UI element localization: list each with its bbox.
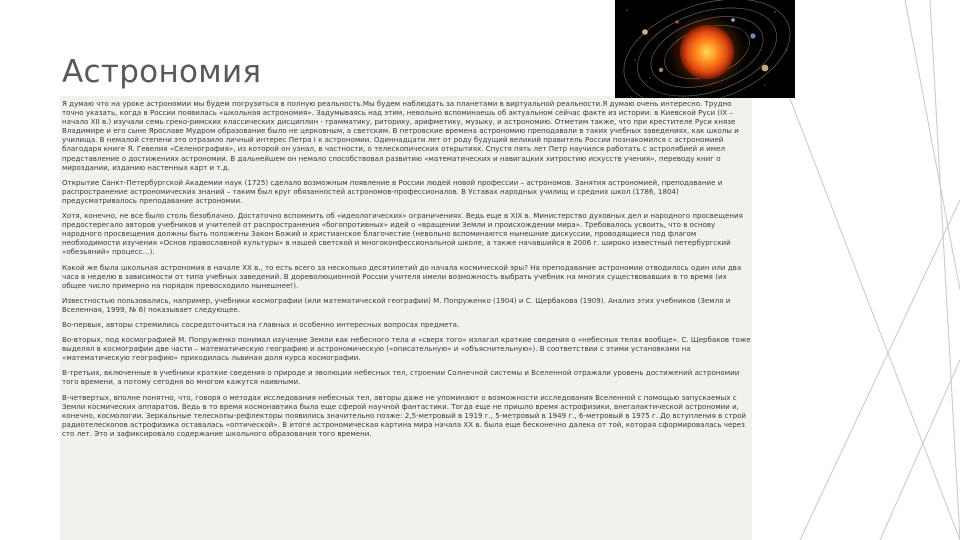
slide-title: Астрономия	[62, 54, 262, 90]
paragraph: Во-вторых, под космографией М. Попруженко понимал изучение Земли как небесного тела и «сверх того» излагал краткие сведения о «небесных телах вообще». С. Щербаков тоже выделял в космографии две части – математическую географию и астрономическую («описательную» и «объяснительную»). В соответствии с этими установками на «математическую географию» приходилась львиная доля курса космографии.	[62, 335, 751, 363]
paragraph: В-третьих, включенные в учебники краткие сведения о природе и эволюции небесных тел, строении Солнечной системы и Вселенной отражали уровень достижений астрономии того времени, а потому сегодня во многом кажутся наивными.	[62, 368, 740, 387]
paragraph: В-четвертых, вполне понятно, что, говоря о методах исследования небесных тел, авторы даже не упоминают о возможности исследования Вселенной с помощью запускаемых с Земли космических аппаратов. Ведь в то время космонавтика была еще сферой научной фантастики. Тогда еще не пришло время астрофизики, внегалактической астрономии и, конечно, космологии. Зеркальные телескопы-рефлекторы появились значительно позже: 2,5-метровый в 1919 г., 5-метровый в 1949 г., 6-метровый в 1975 г. До вступления в строй радиотелескопов астрофизика оставалась «оптической». В итоге астрономическая картина мира начала XX в. была еще бесконечно далека от той, которая сформировалась через сто лет. Это и зафиксировало содержание школьного образования того времени.	[62, 392, 747, 438]
paragraph: Какой же была школьная астрономия в начале XX в., то есть всего за несколько десятилетий до начала космической эры? На преподавание астрономии отводилось один или два часа в неделю в зависимости от типа учебных заведений. В дореволюционной России учителя имели возможность выбрать учебник на многих существовавших в то время (их общее число примерно на порядок превосходило нынешнее!).	[62, 262, 742, 290]
paragraph: Я думаю что на уроке астрономии мы будем погрузиться в полную реальность.Мы будем наблюдать за планетами в виртуальной реальности.Я думаю очень интересно. Трудно точно указать, когда в России появилась «школьная астрономия». Задумываясь над этим, невольно вспоминаешь об актуальном сейчас факте из истории: в Киевской Руси (IX – начало XII в.) изучали семь греко-римских классических дисциплин - грамматику, риторику, арифметику, музыку, и астрономию. Отметим также, что при крестителе Руси князе Владимире и его сыне Ярославе Мудром образование было не церковным, а светским. В петровские времена астрономию преподавали в таких учебных заведениях, как школы и училища. В немалой степени это отразило личный интерес Петра I к астрономии. Одиннадцати лет от роду будущий великий правитель России познакомился с астрономией благодаря книге Я. Гевелия «Селенография», из которой он узнал, в частности, о телескопических открытиях. Спустя пять лет Петр научился работать с астролябией и имел представление о достижениях астрономии. В дальнейшем он немало способствовал развитию «математических и навигацких хитростию искусств учения», переводу книг о мироздании, изданию настенных карт и т.д.	[62, 99, 739, 172]
solar-system-image	[615, 0, 795, 98]
paragraph: Хотя, конечно, не все было столь безоблачно. Достаточно вспомнить об «идеологических» ограничениях. Ведь еще в XIX в. Министерство духовных дел и народного просвещения предостерегало авторов учебников и учителей от распространения «богопротивных» идей о «вращении Земли и происхождении мира». Требовалось усвоить, что в основу народного просвещения должны быть положены Закон Божий и христианское благочестие (невольно вспоминаются нынешние дискуссии, проводящиеся под флагом необходимости изучения «Основ православной культуры» в нашей светской и многоконфессиональной школе, а также начавшийся в 2006 г. широко известный петербургский «обезьяний» процесс…).	[62, 211, 743, 257]
slide-body	[62, 99, 752, 444]
paragraph: Во-первых, авторы стремились сосредоточиться на главных и особенно интересных вопросах предмета.	[62, 319, 460, 329]
paragraph: Известностью пользовались, например, учебники космографии (или математической географии) М. Попруженко (1904) и С. Щербакова (1909). Анализ этих учебников (Земля и Вселенная, 1999, № 6) показывает следующее.	[62, 295, 731, 314]
paragraph: Открытие Санкт-Петербургской Академии наук (1725) сделало возможным появление в России людей новой профессии – астрономов. Занятия астрономией, преподавание и распространение астрономических знаний – таким был круг обязанностей астрономов-профессионалов. В Уставах народных училищ и средних школ (1786, 1804) предусматривалось преподавание астрономии.	[62, 177, 723, 205]
